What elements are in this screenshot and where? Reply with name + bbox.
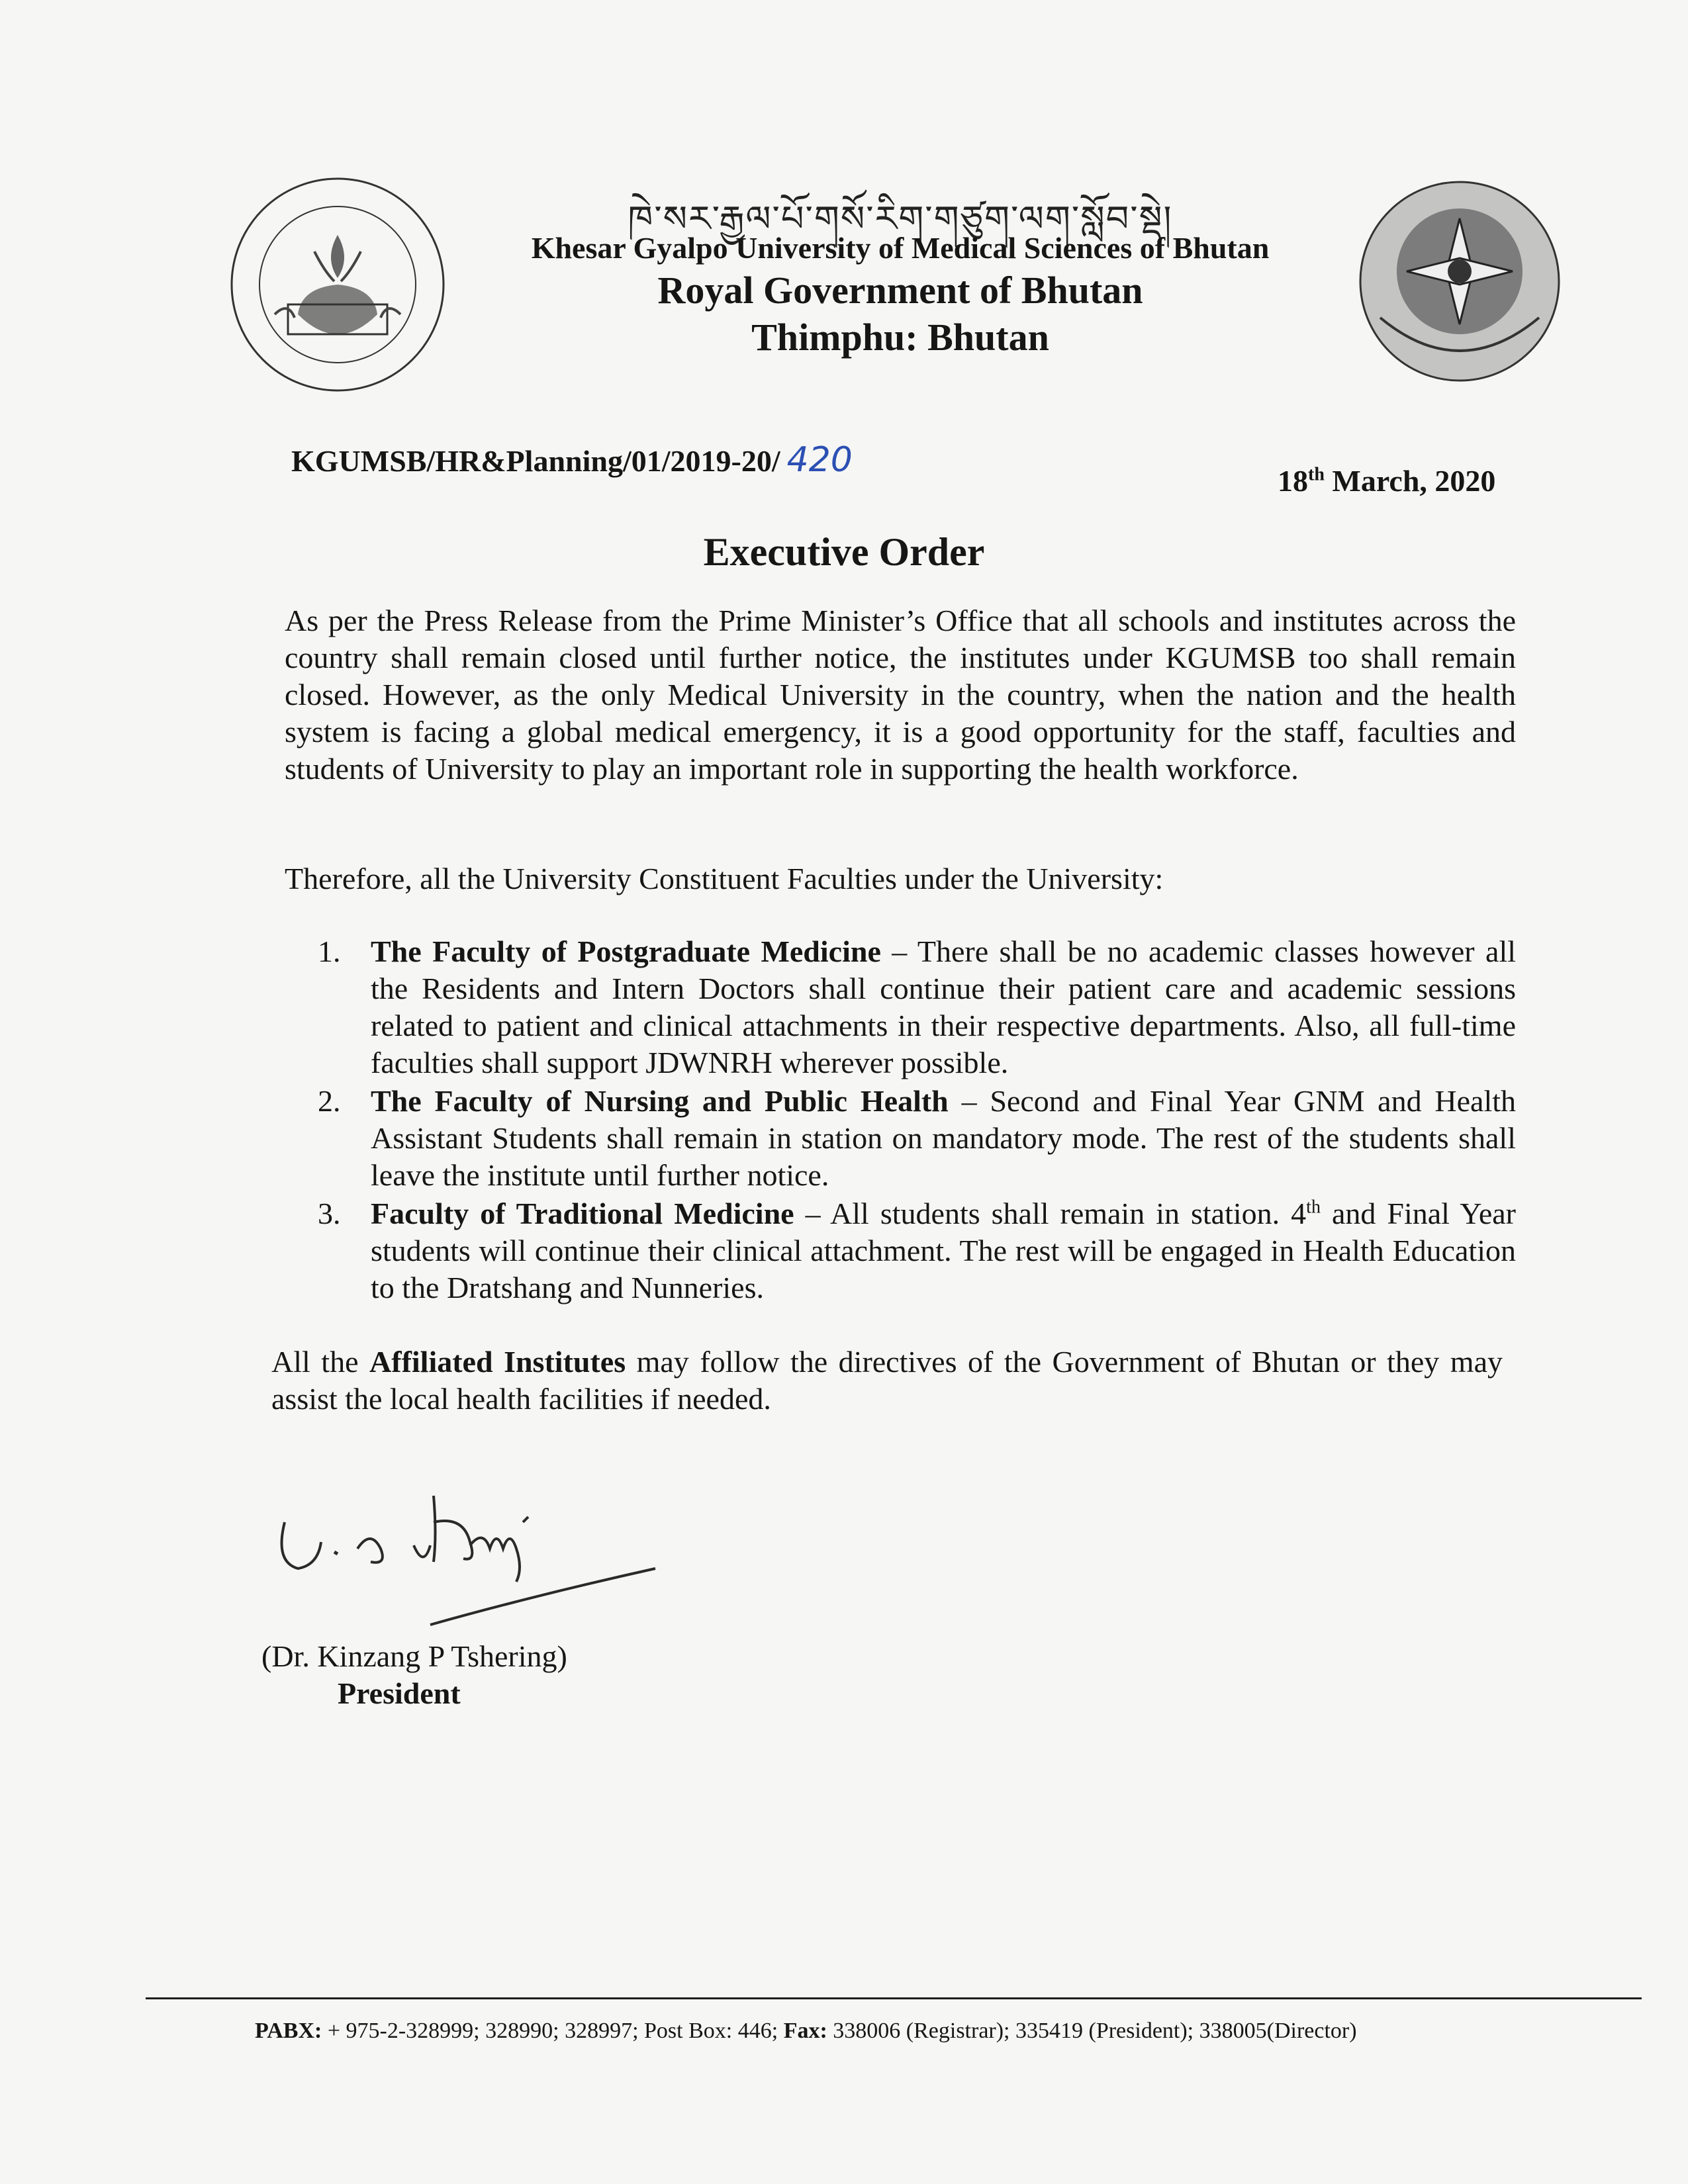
university-seal-logo [225,172,450,397]
date-suffix: th [1308,464,1325,485]
pabx-numbers: + 975-2-328999; 328990; 328997; Post Box: 446; [322,2019,784,2043]
fax-numbers: 338006 (Registrar); 335419 (President); 338005(Director) [827,2019,1357,2043]
footer-divider [146,1997,1642,1999]
date-day: 18 [1278,464,1308,498]
list-item-number: 1. [318,934,341,968]
signatory-name: (Dr. Kinzang P Tshering) [261,1639,567,1673]
city-name: Thimphu: Bhutan [751,316,1049,359]
list-item [318,1083,1516,1194]
letterhead [463,179,1337,359]
handwritten-signature [271,1482,669,1628]
ordinal-suffix: th [1306,1197,1321,1218]
royal-government-emblem [1350,172,1569,390]
list-item [318,933,1516,1081]
reference-number [291,440,853,480]
list-item-heading: Faculty of Traditional Medicine [371,1197,794,1230]
affiliated-rest: may follow the directives of the Government of Bhutan or they may assist the local health facilities if needed. [271,1345,1503,1416]
list-item-number: 3. [318,1197,341,1230]
intro-paragraph: As per the Press Release from the Prime Minister’s Office that all schools and institutes across the country shall remain closed until further notice, the institutes under KGUMSB too shall remain closed. However, as the only Medical University in the country, when the nation and the health system is facing a global medical emergency, it is a good opportunity for the staff, faculties and students of University to play an important role in supporting the health workforce. [285,604,1516,786]
list-item-text: – All students shall remain in station. 4 [794,1197,1307,1230]
government-name: Royal Government of Bhutan [657,269,1143,312]
fax-label: Fax: [783,2019,827,2043]
affiliated-bold: Affiliated Institutes [369,1345,626,1379]
signatory-role: President [338,1676,461,1710]
handwritten-reference-number: 420 [786,440,853,480]
document-title: Executive Order [703,530,985,574]
date-rest: March, 2020 [1324,464,1496,498]
list-item-number: 2. [318,1084,341,1118]
university-name: Khesar Gyalpo University of Medical Sciences of Bhutan [531,231,1270,265]
footer-contacts [255,2019,1513,2044]
list-item-heading: The Faculty of Postgraduate Medicine [371,934,881,968]
faculty-list [318,933,1516,1308]
tibetan-university-name: ཁེ་སར་རྒྱལ་པོ་གསོ་རིག་གཙུག་ལག་སློབ་སྡེ། [628,198,1173,240]
therefore-paragraph: Therefore, all the University Constituent Faculties under the University: [285,862,1164,895]
list-item-text: – Second and Final Year GNM and Health Assistant Students shall remain in station on mandatory mode. The rest of the students shall leave the institute until further notice. [371,1084,1517,1192]
affiliated-lead: All the [271,1345,370,1379]
list-item-text: – There shall be no academic classes however all the Residents and Intern Doctors shall continue their patient care and academic sessions related to patient and clinical attachments in their respective departments. Also, all full-time faculties shall support JDWNRH wherever possible. [371,934,1516,1079]
order-date [1278,463,1495,498]
affiliated-paragraph [271,1343,1503,1418]
list-item-text-continued: and Final Year students will continue their clinical attachment. The rest will be engaged in Health Education to the Dratshang and Nunneries. [371,1197,1516,1304]
list-item [318,1195,1516,1306]
reference-prefix: KGUMSB/HR&Planning/01/2019-20/ [291,444,780,478]
pabx-label: PABX: [255,2019,322,2043]
signatory-block [261,1638,567,1712]
list-item-heading: The Faculty of Nursing and Public Health [371,1084,949,1118]
